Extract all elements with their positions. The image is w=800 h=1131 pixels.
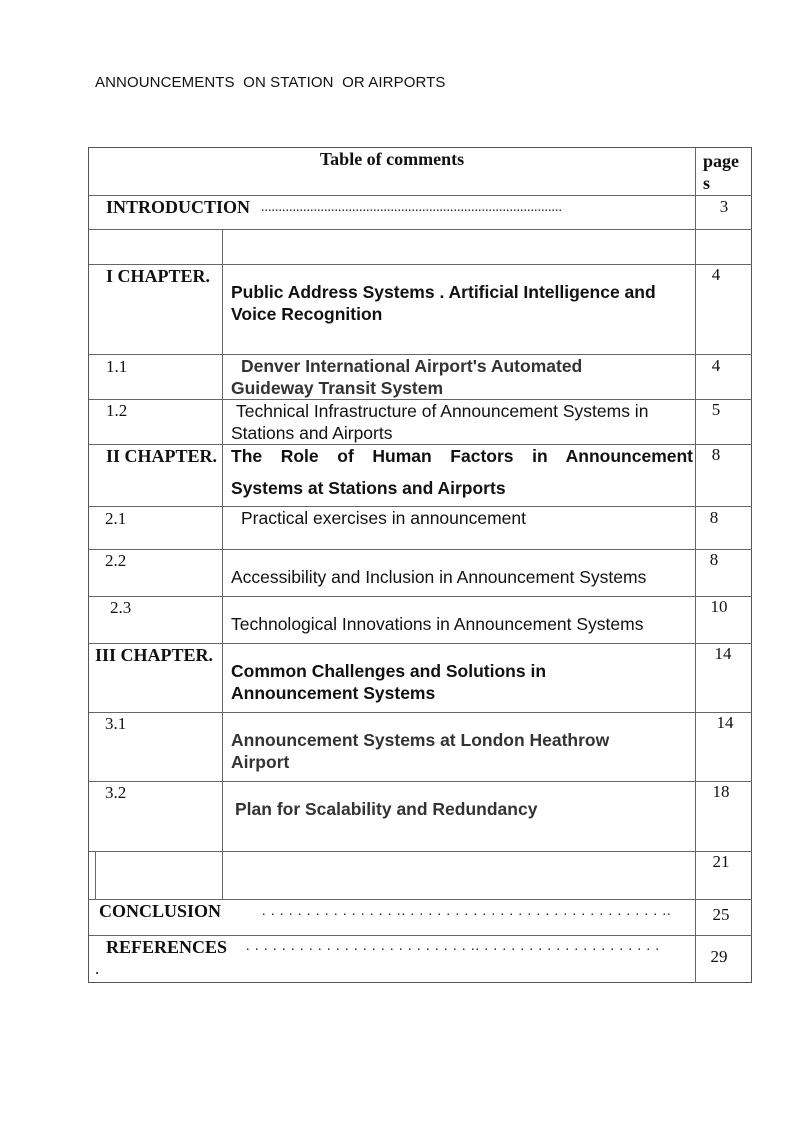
blank-row-page: 21 <box>712 852 730 871</box>
section-2-3-page: 10 <box>710 597 728 616</box>
section-2-1-title: Practical exercises in announcement <box>241 508 527 528</box>
section-1-2-number: 1.2 <box>106 401 128 420</box>
row-divider <box>89 549 752 550</box>
introduction-label: INTRODUCTION <box>106 197 251 217</box>
row-divider <box>89 781 752 782</box>
table-of-contents <box>88 147 752 983</box>
section-3-1-page: 14 <box>716 713 734 732</box>
references-trailing-mark: . <box>95 959 100 978</box>
row-divider <box>89 851 752 852</box>
pages-header-line1: page <box>703 151 739 171</box>
chapter2-label: II CHAPTER. <box>106 446 218 466</box>
section-3-2-page: 18 <box>712 782 730 801</box>
section-1-1-title: Denver International Airport's Automated Guideway Transit System <box>231 356 583 398</box>
chapter1-title: Public Address Systems . Artificial Intelligence and Voice Recognition <box>231 282 656 324</box>
section-2-2-number: 2.2 <box>105 551 127 570</box>
chapter1-label: I CHAPTER. <box>106 266 211 286</box>
chapter3-label: III CHAPTER. <box>95 645 214 665</box>
section-3-1-number: 3.1 <box>105 714 127 733</box>
section-2-2-title: Accessibility and Inclusion in Announcement Systems <box>231 567 647 587</box>
section-2-2-page: 8 <box>709 550 719 569</box>
section-2-3-title: Technological Innovations in Announcement Systems <box>231 614 644 634</box>
references-page: 29 <box>710 947 728 966</box>
conclusion-leader: . . . . . . . . . . . . . . . .. . . . . . . . . . . . . . . . . . . . . . . . . . . . . .. <box>262 904 672 919</box>
chapter3-title: Common Challenges and Solutions in Announcement Systems <box>231 661 547 703</box>
references-leader: . . . . . . . . . . . . . . . . . . . . . . . . . .. . . . . . . . . . . . . . . . . . . . . <box>246 939 660 954</box>
chapter2-title-line2: Systems at Stations and Airports <box>231 478 506 498</box>
section-2-1-number: 2.1 <box>105 509 127 528</box>
column-divider-numbers-lower <box>222 851 223 899</box>
chapter3-page: 14 <box>714 644 732 663</box>
section-3-2-number: 3.2 <box>105 783 127 802</box>
section-1-2-title: Technical Infrastructure of Announcement Systems in Stations and Airports <box>231 401 649 443</box>
introduction-leader: ...................................................................................... <box>261 200 562 215</box>
chapter2-page: 8 <box>711 445 721 464</box>
row-divider <box>89 712 752 713</box>
column-divider-left-lower <box>95 851 96 899</box>
section-2-3-number: 2.3 <box>110 598 132 617</box>
chapter1-page: 4 <box>711 265 721 284</box>
row-divider <box>89 596 752 597</box>
section-1-1-page: 4 <box>711 356 721 375</box>
references-label: REFERENCES <box>106 937 228 957</box>
chapter2-title-line1: The Role of Human Factors in Announcement <box>231 446 693 466</box>
introduction-page: 3 <box>719 197 729 216</box>
column-divider-numbers <box>222 229 223 899</box>
section-1-1-number: 1.1 <box>106 357 128 376</box>
section-3-1-title: Announcement Systems at London Heathrow Airport <box>231 730 610 772</box>
pages-header-line2: s <box>703 173 711 193</box>
section-1-2-page: 5 <box>711 400 721 419</box>
section-3-2-title: Plan for Scalability and Redundancy <box>235 799 538 819</box>
section-2-1-page: 8 <box>709 508 719 527</box>
document-title: ANNOUNCEMENTS ON STATION OR AIRPORTS <box>95 74 446 91</box>
conclusion-page: 25 <box>712 905 730 924</box>
row-divider <box>89 229 752 230</box>
conclusion-label: CONCLUSION <box>99 901 222 921</box>
toc-title: Table of comments <box>319 149 465 169</box>
